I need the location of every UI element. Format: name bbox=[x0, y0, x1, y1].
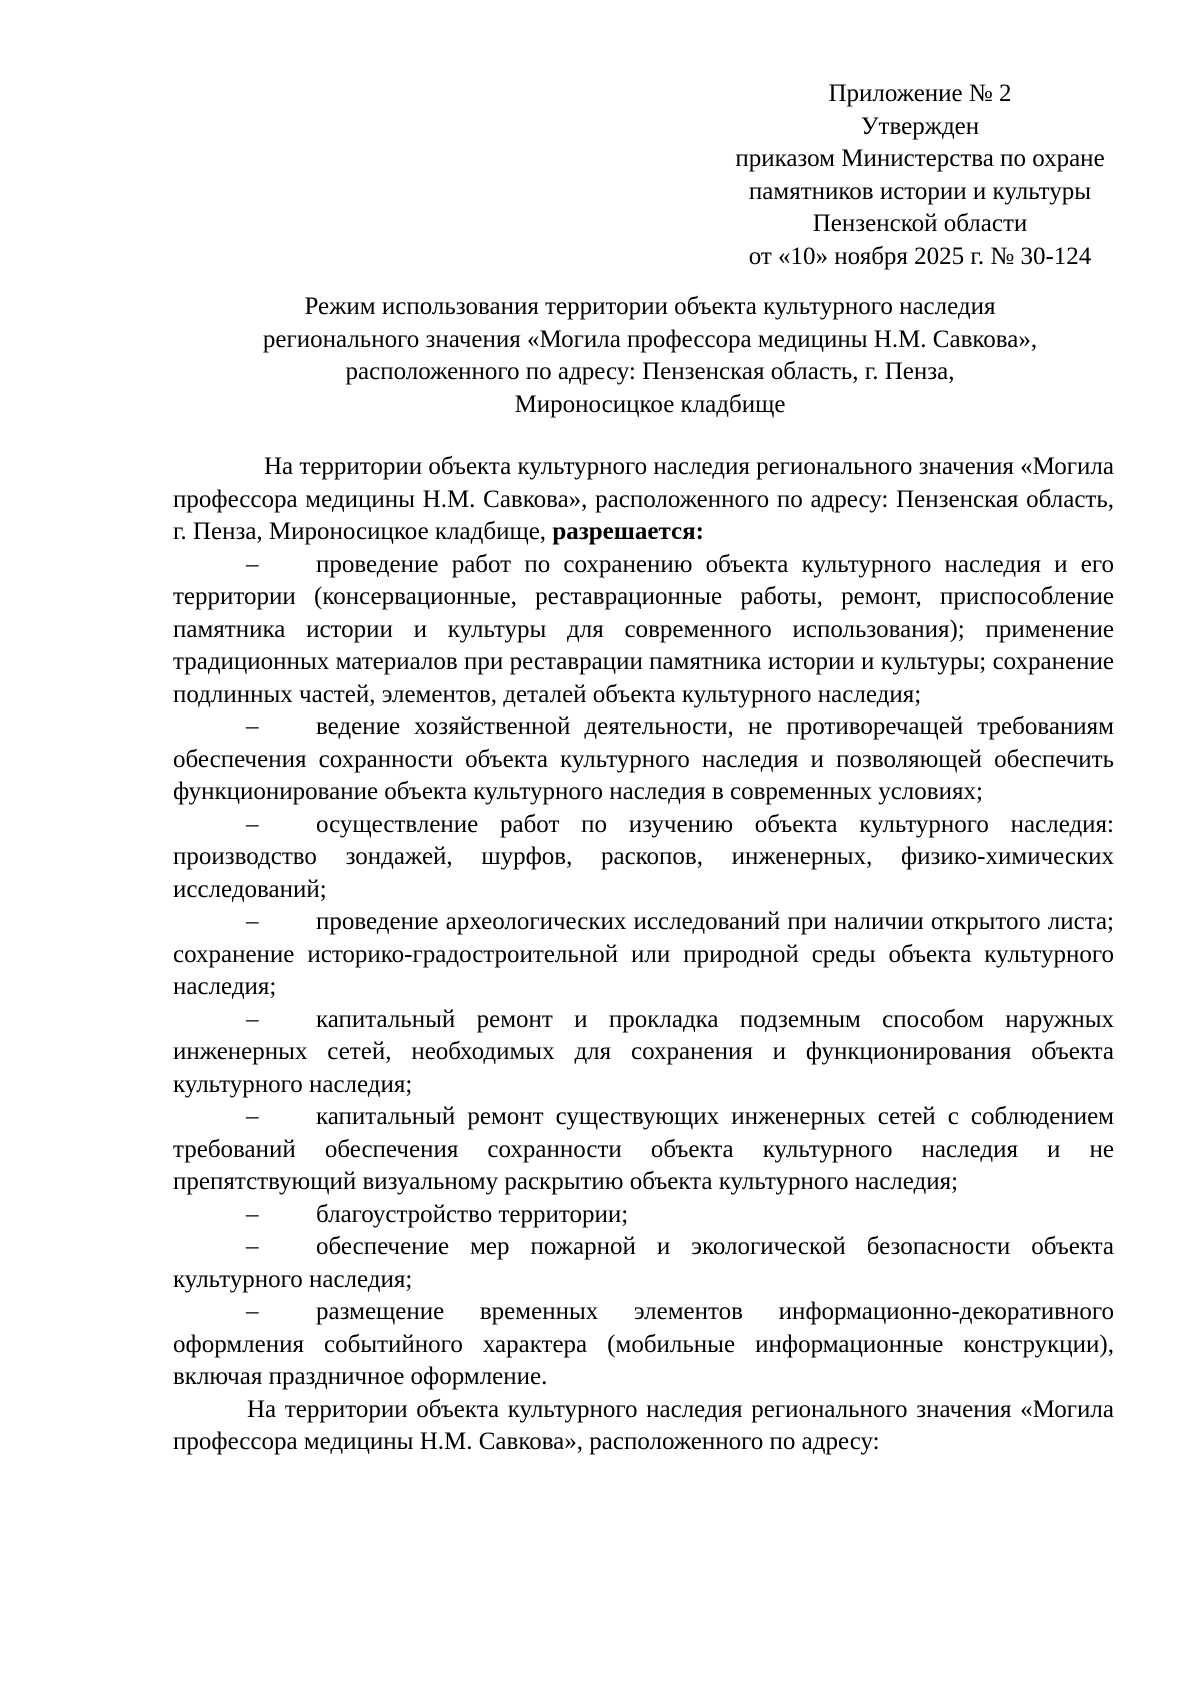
document-body bbox=[173, 451, 1114, 1459]
dash-marker: – bbox=[246, 1298, 259, 1325]
list-item bbox=[173, 549, 1114, 712]
dash-marker: – bbox=[246, 1200, 259, 1228]
order-issuer-line: приказом Министерства по охране bbox=[735, 145, 1105, 172]
list-item-text: обеспечение мер пожарной и экологической безопасности объекта культурного наследия; bbox=[173, 1233, 1114, 1293]
list-item bbox=[173, 1296, 1114, 1394]
dash-marker: – bbox=[246, 713, 259, 740]
appendix-number: Приложение № 2 bbox=[828, 80, 1012, 107]
list-item bbox=[173, 906, 1114, 1004]
dash-marker: – bbox=[246, 1103, 259, 1130]
approval-block bbox=[680, 78, 1160, 273]
intro-paragraph bbox=[173, 451, 1114, 549]
dash-marker: – bbox=[246, 550, 259, 578]
list-item bbox=[173, 1004, 1114, 1102]
list-item-text: капитальный ремонт существующих инженерных сетей с соблюдением требований обеспечения сохранности объекта культурного наследия и не препятствующий визуальному раскрытию объекта культурного наследия; bbox=[173, 1103, 1114, 1195]
dash-marker: – bbox=[246, 1005, 259, 1033]
list-item-text: проведение археологических исследований при наличии открытого листа; сохранение историко-градостроительной или природной среды объекта культурного наследия; bbox=[173, 908, 1114, 1000]
list-item bbox=[173, 1101, 1114, 1199]
dash-marker: – bbox=[246, 810, 259, 838]
list-item-text: проведение работ по сохранению объекта культурного наследия и его территории (консервационные, реставрационные работы, ремонт, приспособление памятника истории и культуры для современного использования); применение традиционных материалов при реставрации памятника истории и культуры; сохранение подлинных частей, элементов, деталей объекта культурного наследия; bbox=[173, 550, 1114, 708]
title-line: расположенного по адресу: Пензенская область, г. Пенза, bbox=[345, 358, 955, 385]
dash-marker: – bbox=[246, 908, 259, 935]
outro-paragraph: На территории объекта культурного наследия регионального значения «Могила профессора медицины Н.М. Савкова», расположенного по адресу: bbox=[173, 1395, 1114, 1455]
list-item bbox=[173, 1231, 1114, 1296]
list-item-text: размещение временных элементов информационно-декоративного оформления событийного характера (мобильные информационные конструкции), включая праздничное оформление. bbox=[173, 1298, 1114, 1390]
title-line: Мироносицкое кладбище bbox=[514, 390, 786, 418]
list-item-text: капитальный ремонт и прокладка подземным способом наружных инженерных сетей, необходимых для сохранения и функционирования объекта культурного наследия; bbox=[173, 1005, 1114, 1098]
intro-text: На территории объекта культурного наследия регионального значения «Могила профессора медицины Н.М. Савкова», расположенного по адресу: Пензенская область, г. Пенза, Мироносицкое кладбище, bbox=[173, 453, 1114, 545]
order-issuer-line: памятников истории и культуры bbox=[748, 177, 1092, 205]
order-issuer-line: Пензенской области bbox=[812, 210, 1028, 237]
list-item-text: благоустройство территории; bbox=[316, 1200, 629, 1228]
permitted-label: разрешается: bbox=[552, 518, 704, 545]
list-item bbox=[173, 809, 1114, 907]
list-item bbox=[173, 711, 1114, 809]
dash-marker: – bbox=[246, 1233, 259, 1260]
title-line: регионального значения «Могила профессора медицины Н.М. Савкова», bbox=[262, 325, 1038, 353]
list-item-text: ведение хозяйственной деятельности, не противоречащей требованиям обеспечения сохранности объекта культурного наследия и позволяющей обеспечить функционирование объекта культурного наследия в современных условиях; bbox=[173, 713, 1114, 805]
approved-label: Утвержден bbox=[860, 112, 980, 140]
list-item-text: осуществление работ по изучению объекта культурного наследия: производство зондажей, шурфов, раскопов, инженерных, физико-химических исследований; bbox=[173, 810, 1114, 903]
title-line: Режим использования территории объекта культурного наследия bbox=[304, 293, 996, 320]
order-date-number: от «10» ноября 2025 г. № 30-124 bbox=[748, 242, 1092, 270]
list-item bbox=[173, 1199, 1114, 1232]
document-title bbox=[160, 291, 1140, 421]
